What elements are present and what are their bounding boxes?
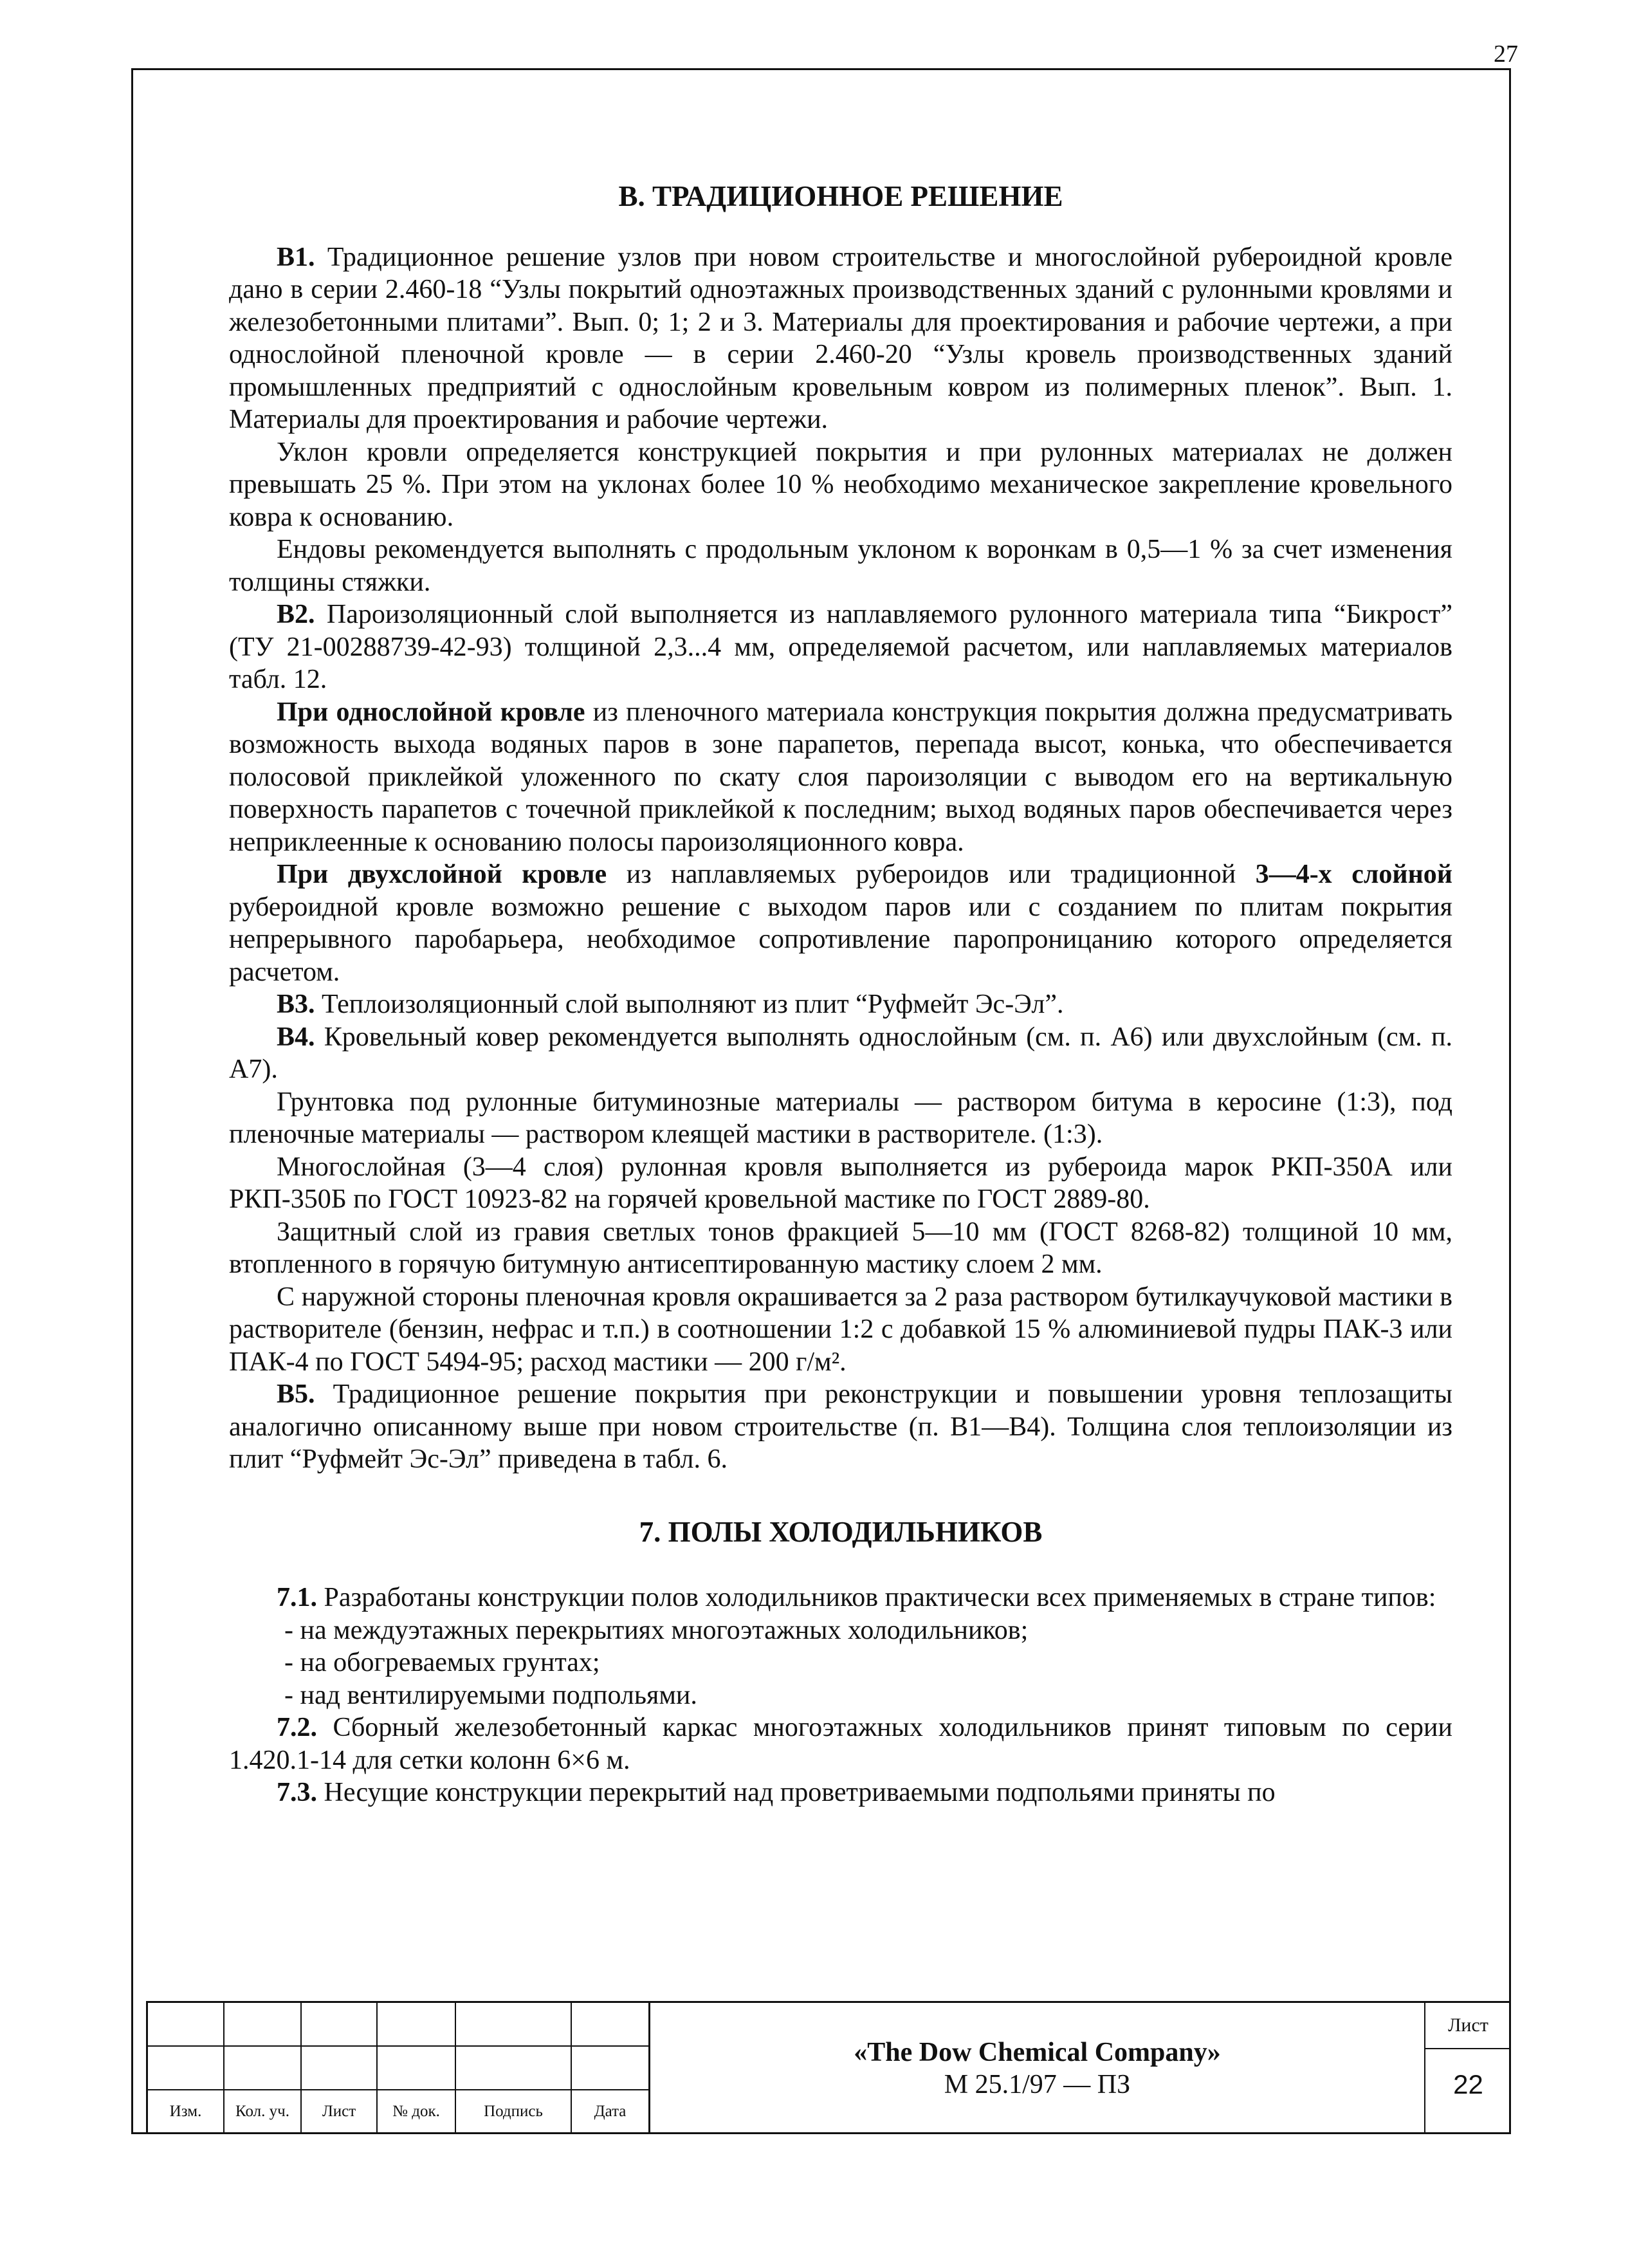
revision-row (148, 2046, 649, 2090)
paragraph-primer: Грунтовка под рулонные битуминозные материалы — раствором битума в керосине (1:3), под пленочные материалы — раствором клеящей мастики в растворителе. (1:3). (229, 1087, 1452, 1149)
title-block (146, 2001, 1511, 2134)
paragraph-b5 (229, 1378, 1452, 1476)
paragraph-film-coating: С наружной стороны пленочная кровля окрашивается за 2 раза раствором бутилкаучуковой мастики в растворителе (бензин, нефрас и т.п.) в соотношении 1:2 с добавкой 15 % алюминиевой пудры ПАК-3 или ПАК-4 по ГОСТ 5494-95; расход мастики — 200 г/м². (229, 1282, 1452, 1377)
page-number: 27 (1494, 41, 1518, 68)
document-code: М 25.1/97 — ПЗ (944, 2070, 1131, 2099)
clause-label: В1. (277, 242, 315, 272)
paragraph-valleys: Ендовы рекомендуется выполнять с продольным уклоном к воронкам в 0,5—1 % за счет изменения толщины стяжки. (229, 535, 1452, 597)
document-body (229, 180, 1452, 1809)
paragraph-text: Сборный железобетонный каркас многоэтажных холодильников принят типовым по серии 1.420.1-14 для сетки колонн 6×6 м. (229, 1713, 1452, 1775)
list-item: - на обогреваемых грунтах; (284, 1648, 600, 1677)
paragraph-7-3 (229, 1776, 1452, 1809)
clause-label: 3—4-х слойной (1255, 860, 1452, 889)
paragraph-text: Кровельный ковер рекомендуется выполнять однослойным (см. п. А6) или двухслойным (см. п. А7). (229, 1022, 1452, 1084)
revision-cell (301, 2046, 377, 2090)
revision-header-row (148, 2090, 649, 2134)
clause-label: При двухслойной кровле (277, 860, 607, 889)
revision-cell (148, 2003, 224, 2046)
revision-cell (455, 2046, 571, 2090)
paragraph-b4 (229, 1021, 1452, 1086)
paragraph-text: Теплоизоляционный слой выполняют из плит “Руфмейт Эс-Эл”. (315, 990, 1064, 1019)
paragraph-text: Традиционное решение узлов при новом строительстве и многослойной рубероидной кровле дано в серии 2.460-18 “Узлы покрытий одноэтажных производственных зданий с рулонными кровлями и железобетонными плитами”. Вып. 0; 1; 2 и 3. Материалы для проектирования и рабочие чертежи, а при однослойной пленочной кровле — в серии 2.460-20 “Узлы кровель производственных зданий промышленных предприятий с однослойным кровельным ковром из полимерных пленок”. Вып. 1. Материалы для проектирования и рабочие чертежи. (229, 242, 1452, 434)
revision-cell (301, 2003, 377, 2046)
col-header-date: Дата (571, 2090, 649, 2134)
clause-label: При однослойной кровле (277, 697, 585, 727)
paragraph-text: из пленочного материала конструкция покрытия должна предусматривать возможность выхода водяных паров в зоне парапетов, перепада высот, конька, что обеспечивается полосовой приклейкой уложенного по скату слоя пароизоляции с выводом его на вертикальную поверхность парапетов с точечной приклейкой к последним; выход водяных паров обеспечивается через неприклеенные к основанию полосы пароизоляционного ковра. (229, 697, 1452, 857)
paragraph-double-layer (229, 858, 1452, 988)
clause-label: 7.1. (277, 1583, 317, 1612)
paragraph-text: рубероидной кровле возможно решение с выходом паров или с созданием по плитам покрытия непрерывного паробарьера, необходимое сопротивление паропроницанию которого определяется расчетом. (229, 892, 1452, 987)
revision-cell (224, 2003, 301, 2046)
paragraph-slope: Уклон кровли определяется конструкцией покрытия и при рулонных материалах не должен превышать 25 %. При этом на уклонах более 10 % необходимо механическое закрепление кровельного ковра к основанию. (229, 437, 1452, 532)
paragraph-multilayer: Многослойная (3—4 слоя) рулонная кровля выполняется из рубероида марок РКП-350А или РКП-350Б по ГОСТ 10923-82 на горячей кровельной мастике по ГОСТ 2889-80. (229, 1152, 1452, 1214)
paragraph-protective-layer: Защитный слой из гравия светлых тонов фракцией 5—10 мм (ГОСТ 8268-82) толщиной 10 мм, втопленного в горячую битумную антисептированную мастику слоем 2 мм. (229, 1217, 1452, 1279)
revision-row (148, 2003, 649, 2046)
revision-cell (377, 2046, 455, 2090)
revision-cell (224, 2046, 301, 2090)
company-cell (649, 2003, 1425, 2134)
section-7-heading: 7. ПОЛЫ ХОЛОДИЛЬНИКОВ (639, 1515, 1043, 1548)
paragraph-7-2 (229, 1711, 1452, 1776)
sheet-number: 22 (1453, 2069, 1483, 2099)
revision-cell (455, 2003, 571, 2046)
col-header-sheet: Лист (301, 2090, 377, 2134)
paragraph-text: из наплавляемых рубероидов или традиционной (607, 860, 1256, 889)
list-item: - на междуэтажных перекрытиях многоэтажных холодильников; (284, 1615, 1029, 1645)
clause-label: 7.3. (277, 1778, 317, 1807)
revision-cell (571, 2003, 649, 2046)
paragraph-b1 (229, 241, 1452, 436)
sheet-cell (1425, 2003, 1511, 2134)
revision-cell (148, 2046, 224, 2090)
paragraph-b3 (229, 988, 1452, 1021)
revision-cell (377, 2003, 455, 2046)
paragraph-b2 (229, 598, 1452, 696)
list-item: - над вентилируемыми подпольями. (284, 1680, 697, 1710)
clause-label: В2. (277, 600, 315, 629)
paragraph-text: Разработаны конструкции полов холодильников практически всех применяемых в стране типов: (317, 1583, 1436, 1612)
paragraph-text: Несущие конструкции перекрытий над проветриваемыми подпольями приняты по (317, 1778, 1276, 1807)
col-header-quantity: Кол. уч. (224, 2090, 301, 2134)
clause-label: В3. (277, 990, 315, 1019)
clause-label: В5. (277, 1379, 315, 1409)
paragraph-text: Пароизоляционный слой выполняется из наплавляемого рулонного материала типа “Бикрост” (ТУ 21-00288739-42-93) толщиной 2,3...4 мм, определяемой расчетом, или наплавляемых материалов табл. 12. (229, 600, 1452, 694)
section-b-heading: В. ТРАДИЦИОННОЕ РЕШЕНИЕ (618, 180, 1063, 212)
revision-cell (571, 2046, 649, 2090)
col-header-change: Изм. (148, 2090, 224, 2134)
col-header-doc-number: № док. (377, 2090, 455, 2134)
col-header-signature: Подпись (455, 2090, 571, 2134)
revision-table (148, 2003, 650, 2134)
sheet-label: Лист (1425, 2003, 1511, 2049)
company-name: «The Dow Chemical Company» (854, 2038, 1221, 2067)
paragraph-single-layer (229, 696, 1452, 859)
clause-label: В4. (277, 1022, 315, 1052)
paragraph-text: Традиционное решение покрытия при реконструкции и повышении уровня теплозащиты аналогично описанному выше при новом строительстве (п. В1—В4). Толщина слоя теплоизоляции из плит “Руфмейт Эс-Эл” приведена в табл. 6. (229, 1379, 1452, 1474)
clause-label: 7.2. (277, 1713, 317, 1742)
paragraph-7-1 (229, 1581, 1452, 1614)
